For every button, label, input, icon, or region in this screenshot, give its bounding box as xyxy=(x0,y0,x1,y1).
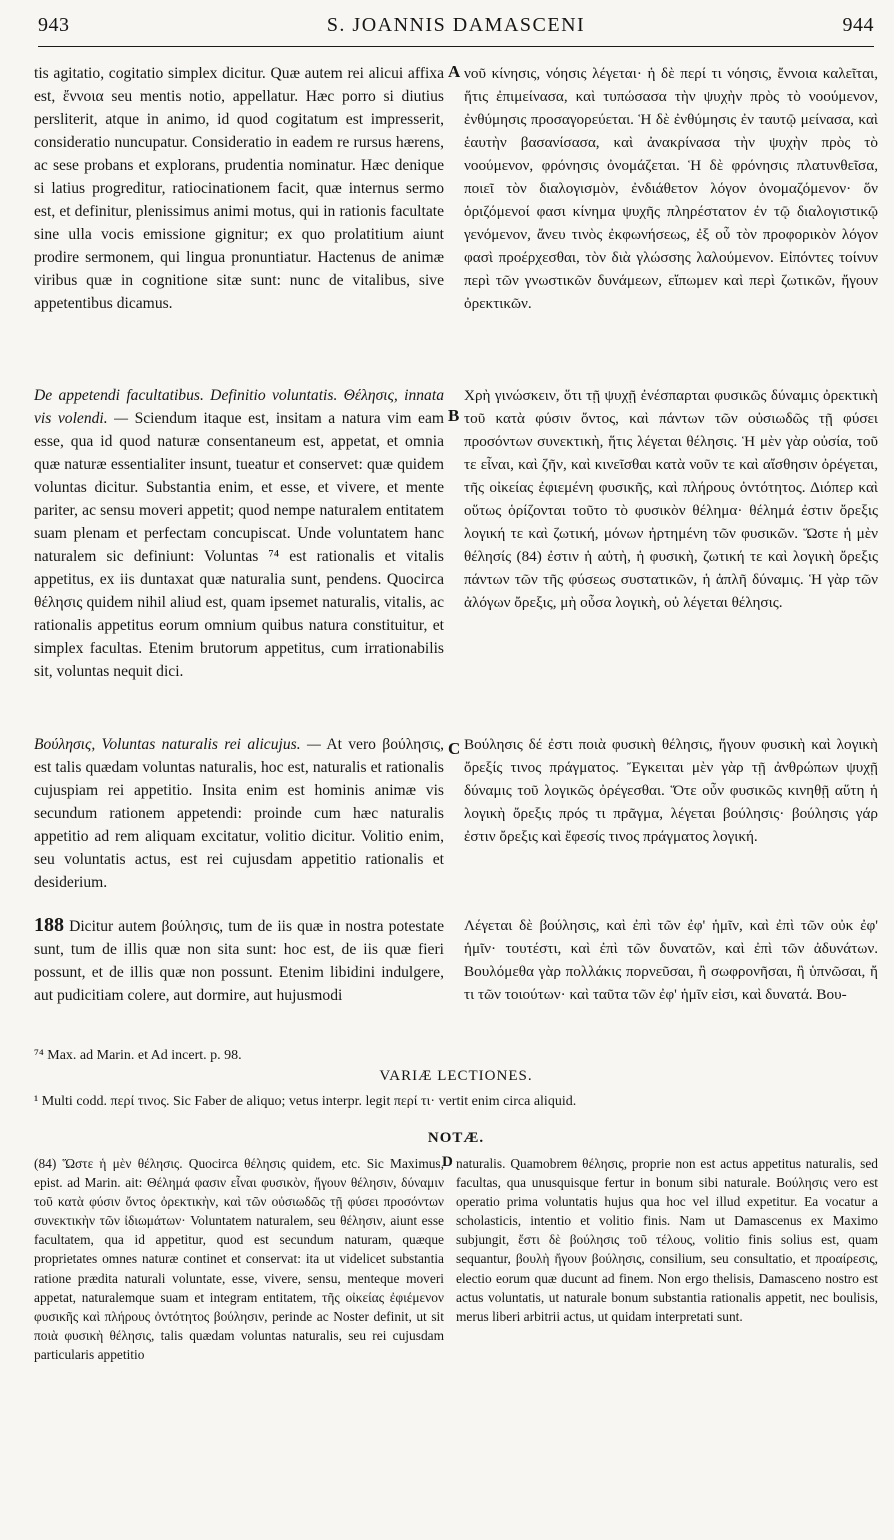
margin-letter-d: D xyxy=(442,1154,453,1170)
greek-paragraph-2 xyxy=(464,384,878,614)
page-number-right: 944 xyxy=(842,14,874,36)
greek-text-2: Χρὴ γινώσκειν, ὅτι τῇ ψυχῇ ἐνέσπαρται φυσικῶς δύναμις ὀρεκτικὴ τοῦ κατὰ φύσιν ὄντος, καὶ πάντων τῶν οὐσιωδῶς τῇ φύσει προσόντων συνεκτικὴ, ἥτις λέγεται θέλησις. Ἡ μὲν γὰρ οὐσία, τοῦ τε εἶναι, καὶ ζῆν, καὶ κινεῖσθαι κατὰ νοῦν τε καὶ αἴσθησιν ὀρέγεται, τῆς οἰκείας ἐφιεμένη φυσικῆς, καὶ πλήρους ὀντότητος. Διόπερ καὶ οὕτως ὁρίζονται τοῦτο τὸ φυσικὸν θέλημα· θέλημά ἐστιν ὄρεξις λογική τε καὶ ζωτική, μόνων ἠρτημένη τῶν φυσικῶν. Ὥστε ἡ μὲν θέλησίς (84) ἐστιν ἡ αὐτὴ, ἡ φυσικὴ, ζωτική τε καὶ λογικὴ ὄρεξις πάντων τῶν τῆς φύσεως συστατικῶν, ἡ ἁπλῆ δύναμις. Ἡ γὰρ τῶν ἀλόγων ὄρεξις, μὴ οὖσα λογικὴ, οὐ λέγεται θέλησις. xyxy=(464,387,878,611)
greek-text-3: Βούλησις δέ ἐστι ποιὰ φυσικὴ θέλησις, ἤγουν φυσικὴ καὶ λογικὴ ὄρεξίς τινος πράγματος. Ἔγκειται μὲν γὰρ τῇ ἀνθρώπων ψυχῇ δύναμις τοῦ λογικῶς ὀρέγεσθαι. Ὅτε οὖν φυσικῶς κινηθῇ αὕτη ἡ λογικὴ ὄρεξις πρός τι πρᾶγμα, λέγεται βούλησις· βούλησις γάρ ἐστιν ὄρεξις καὶ ἔφεσίς τινος πράγματος λογική. xyxy=(464,736,878,845)
latin-text-3: At vero βούλησις, est talis quædam voluntas naturalis, hoc est, naturalis et rationalis cujuspiam rei appetitio. Insita enim est hominis animæ vis secundum rationem appetendi: proinde cum hæc naturalis appetitio ad rem aliquam excitatur, volitio dicitur. Volitio enim, seu voluntatis actus, est rei cujusdam appetitio rationalis et desiderium. xyxy=(34,736,444,891)
notes-right-column: naturalis. Quamobrem θέλησις, proprie non est actus appetitus naturalis, sed facultas, qua unusquisque fertur in bonum sibi naturale. Βούλησις vero est operatio prima voluntatis hujus qua hoc vel illud expetitur. Ea vocatur a scholasticis, intentio et volitio finis. Nam ut Damascenus ex Maximo subjungit, ἔστι δὲ βούλησις τοῦ τέλους, volitio finis solius est, quam sequantur, βουλὴ ἤγουν βούλησις, consilium, seu consultatio, et προαίρεσις, electio eorum quæ ducunt ad finem. Non ergo thelisis, Damasceno nostro est actus voluntatis, ut naturale bonum substantia rationalis appetit, nec boulisis, merus liberi arbitrii actus, ut quidam interpretati sunt. xyxy=(456,1156,878,1324)
margin-letter-a: A xyxy=(448,62,461,81)
greek-paragraph-4 xyxy=(464,914,878,1006)
latin-paragraph-4 xyxy=(34,914,444,1007)
margin-letter-c: C xyxy=(448,739,461,758)
greek-paragraph-3 xyxy=(464,733,878,848)
margin-letter-b: B xyxy=(448,406,460,425)
footnote: ⁷⁴ Max. ad Marin. et Ad incert. p. 98. xyxy=(34,1048,242,1063)
running-header xyxy=(38,6,874,47)
variae-title: VARIÆ LECTIONES. xyxy=(379,1068,533,1084)
greek-paragraph-1 xyxy=(464,62,878,315)
latin-paragraph-3 xyxy=(34,733,444,894)
latin-paragraph-2 xyxy=(34,384,444,683)
section-heading-boulesis: Βούλησις, Voluntas naturalis rei alicujus. — xyxy=(34,736,321,753)
latin-text-2: Sciendum itaque est, insitam a natura vim eam esse, qua id quod naturæ consentaneum est, appetat, et omnia quæ naturæ essentialiter insunt, tueatur et conservet: quæ quidem voluntas dicitur. Substantia enim, et esse, et vivere, et mente pariter, ac sensu moveri appetit; quod nempe naturalem entitatem suam plenam et perfectam concupiscat. Unde voluntatem hanc naturalem sic definiunt: Voluntas ⁷⁴ est rationalis et vitalis appetitus, ex iis duntaxat quæ naturalia sunt, pendens. Quocirca θέλησις quidem nihil aliud est, quam ipsemet naturalis, vitalis, ac rationalis appetitus eorum omnium quibus natura constituitur, et simplex facultas. Etenim brutorum appetitus, cum irrationabilis sit, voluntas nequit dici. xyxy=(34,410,444,680)
latin-text-4: Dicitur autem βούλησις, tum de iis quæ in nostra potestate sunt, tum de illis quæ non sita sunt: hoc est, de iis quæ fieri possunt, et de illis quæ non possunt. Etenim libidini indulgere, aut pudicitiam colere, aut dormire, aut hujusmodi xyxy=(34,918,444,1004)
latin-text-1: tis agitatio, cogitatio simplex dicitur. Quæ autem rei alicui affixa est, ἔννοια seu mentis notio, appellatur. Hæc porro si diutius persliterit, atque in animo, id quod cogitatum est impresserit, consideratio nuncupatur. Consideratio in eadem re rursus hærens, ac sese probans et explorans, prudentia nominatur. Hæc denique si latius progreditur, ratiocinationem facit, quæ internus sermo est, et definitur, plenissimus animi motus, qui in rationis facultate sine ulla vocis emissione gignitur; ex quo prolatitium aiunt prodire sermonem, qui lingua pronuntiatur. Hactenus de animæ viribus quæ in cognitione sitæ sunt: nunc de vitalibus, sive appetentibus dicamus. xyxy=(34,65,444,312)
running-title: S. JOANNIS DAMASCENI xyxy=(326,14,586,36)
notae-title: NOTÆ. xyxy=(427,1130,485,1146)
greek-text-1: νοῦ κίνησις, νόησις λέγεται· ἡ δὲ περί τι νόησις, ἔννοια καλεῖται, ἥτις ἐπιμείνασα, καὶ τυπώσασα τὴν ψυχὴν πρὸς τὸ νοούμενον, ἐνθύμησις προσαγορεύεται. Ἡ δὲ ἐνθύμησις ἐν ταυτῷ μείνασα, καὶ ἑαυτὴν βασανίσασα, καὶ ἀνακρίνασα τὴν ψυχὴν πρὸς τὸ νοούμενον, φρόνησις ὀνομάζεται. Ἡ δὲ φρόνησις πλατυνθεῖσα, ποιεῖ τὸν διαλογισμὸν, ἐνδιάθετον λόγον ὀνομαζόμενον· ὅν ὁριζόμενοί φασι κίνημα ψυχῆς πληρέστατον ἐν τῷ διαλογιστικῷ γενόμενον, ἄνευ τινὸς ἐκφωνήσεως, ἐξ οὗ τὸν προφορικὸν λόγον φασὶ προέρχεσθαι, τὸν διὰ γλώσσης λαλούμενον. Εἰπόντες τοίνυν περὶ τῶν γνωστικῶν δυνάμεων, εἴπωμεν καὶ περὶ ζωτικῶν, ἤγουν ὀρεκτικῶν. xyxy=(464,65,878,312)
notes-left-column: (84) Ὥστε ἡ μὲν θέλησις. Quocirca θέλησις quidem, etc. Sic Maximus, epist. ad Marin. ait: Θέλημά φασιν εἶναι φυσικὸν, ἤγουν θέλησιν, δύναμιν τοῦ κατὰ φύσιν ὄντος ὀρεκτικὴν, καὶ τῶν οὐσιωδῶς τῇ φύσει προσόντων συνεκτικὴν τῶν ἰδιωμάτων· Voluntatem naturalem, seu θέλησιν, aiunt esse facultatem, qua id appetitur, quod est secundum naturam, quæque proprietates omnes naturæ continet et conservat: ita ut videlicet substantia ratione prædita naturali voluntate, esse, vivere, sensu, menteque moveri appetat, naturalemque suam et integram entitatem, τῆς οἰκείας ἐφιέμενον φυσικῆς καὶ πλήρους ὀντότητος βούλησιν, perinde ac Noster definit, ut sit ποιὰ φυσικὴ θέλησις, talis quædam voluntas naturalis, seu rei cujusdam particularis appetitio xyxy=(34,1156,444,1362)
greek-text-4: Λέγεται δὲ βούλησις, καὶ ἐπὶ τῶν ἐφ' ἡμῖν, καὶ ἐπὶ τῶν οὐκ ἐφ' ἡμῖν· τουτέστι, καὶ ἐπὶ τῶν δυνατῶν, καὶ ἐπὶ τῶν ἀδυνάτων. Βουλόμεθα γὰρ πολλάκις πορνεῦσαι, ἢ σωφρονῆσαι, ἢ ὑπνῶσαι, ἤ τι τῶν τοιούτων· καὶ ταῦτα τῶν ἐφ' ἡμῖν εἰσι, καὶ δυνατά. Βου- xyxy=(464,917,878,1003)
latin-paragraph-1 xyxy=(34,62,444,315)
section-number: 188 xyxy=(34,914,64,936)
section-heading-voluntas: De appetendi facultatibus. Definitio voluntatis. Θέλησις, innata vis volendi. — xyxy=(34,387,444,427)
variae-text: ¹ Multi codd. περί τινος. Sic Faber de aliquo; vetus interpr. legit περί τι· vertit enim circa aliquid. xyxy=(34,1094,577,1109)
page-number-left: 943 xyxy=(38,14,70,36)
